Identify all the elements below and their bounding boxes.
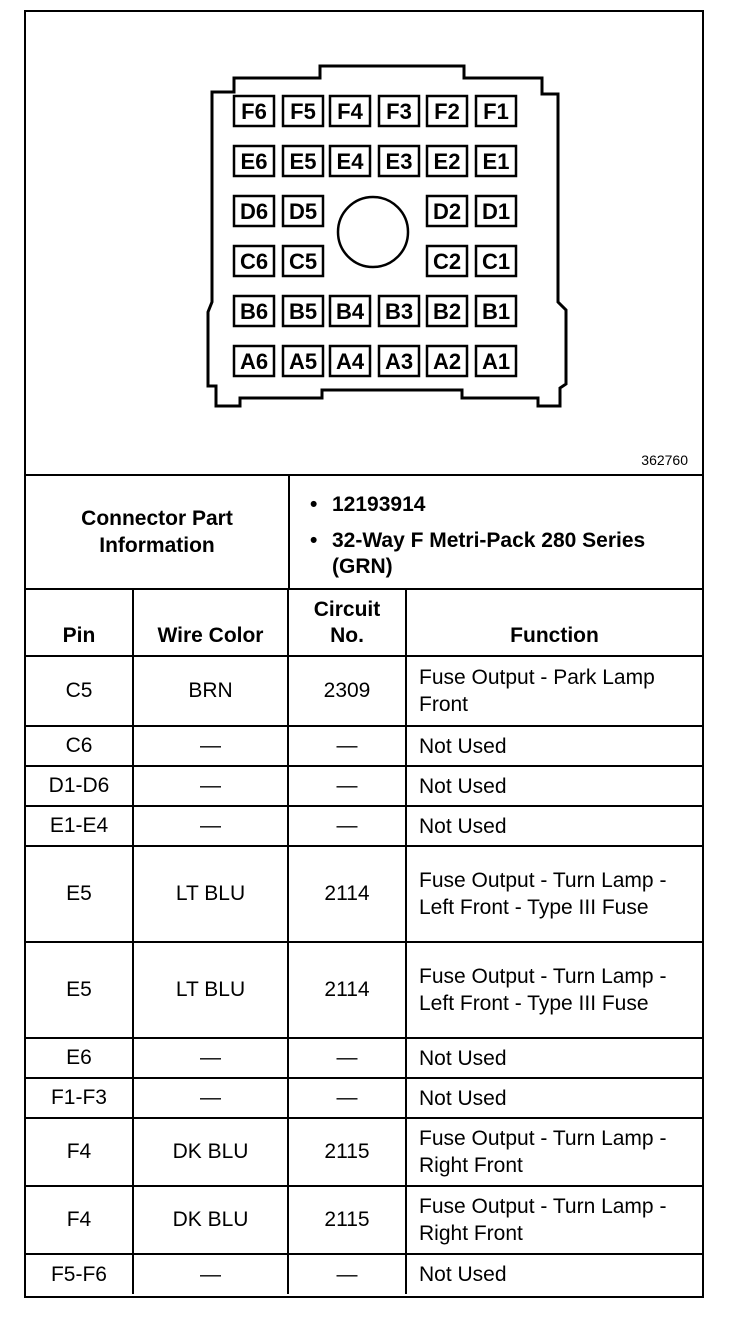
table-row xyxy=(26,1186,702,1254)
function-cell-text: Fuse Output - Turn Lamp - Left Front - Type III Fuse xyxy=(419,965,667,1015)
pin-label-b2: B2 xyxy=(432,299,462,324)
circuit-cell-text: 2309 xyxy=(323,679,371,702)
wire-color-cell-text: BRN xyxy=(188,679,233,702)
wire-color-cell-text: — xyxy=(200,1046,221,1069)
function-cell-text: Fuse Output - Turn Lamp - Left Front - Type III Fuse xyxy=(419,869,667,919)
pin-cell xyxy=(26,806,133,846)
pin-cell-text: F4 xyxy=(66,1208,92,1231)
function-cell xyxy=(406,1118,702,1186)
circuit-cell xyxy=(288,1186,406,1254)
pin-cell-text: F5-F6 xyxy=(50,1262,107,1286)
pin-label-c2: C2 xyxy=(432,249,462,274)
pin-label-f3: F3 xyxy=(386,99,412,124)
pin-label-c6: C6 xyxy=(239,249,269,274)
pin-label-d6: D6 xyxy=(239,199,269,224)
circuit-cell xyxy=(288,846,406,942)
circuit-cell xyxy=(288,1078,406,1118)
pin-cell xyxy=(26,1078,133,1118)
pin-label-f5: F5 xyxy=(290,99,316,124)
pin-cell-text: E5 xyxy=(66,978,92,1001)
function-cell-text: Not Used xyxy=(419,734,507,758)
wire-color-cell-text: DK BLU xyxy=(172,1208,249,1231)
header-function: Function xyxy=(406,590,702,656)
connector-info-values xyxy=(290,476,700,588)
pin-label-e5: E5 xyxy=(289,149,317,174)
pin-cell-text: D1-D6 xyxy=(48,774,110,797)
pin-cell xyxy=(26,846,133,942)
wire-color-cell-text: — xyxy=(200,774,221,797)
header-circuit-no: Circuit No. xyxy=(288,590,406,656)
circuit-cell-text: 2115 xyxy=(324,1208,370,1231)
pin-label-c1: C1 xyxy=(481,249,511,274)
table-row xyxy=(26,806,702,846)
pin-cell xyxy=(26,1038,133,1078)
table-row xyxy=(26,1254,702,1294)
circuit-cell xyxy=(288,806,406,846)
pin-cell-text: C6 xyxy=(65,734,93,757)
pin-cell-text: E5 xyxy=(66,882,92,905)
circuit-cell-text: 2114 xyxy=(324,882,370,905)
function-cell xyxy=(406,1186,702,1254)
function-cell xyxy=(406,806,702,846)
wire-color-cell xyxy=(133,806,288,846)
table-row xyxy=(26,846,702,942)
function-cell xyxy=(406,656,702,726)
function-cell-text: Not Used xyxy=(419,1046,507,1070)
function-cell xyxy=(406,1254,702,1294)
wire-color-cell xyxy=(133,1078,288,1118)
wire-color-cell xyxy=(133,1038,288,1078)
circuit-cell xyxy=(288,766,406,806)
pin-cell-text: F4 xyxy=(66,1140,92,1163)
pin-label-b6: B6 xyxy=(239,299,269,324)
table-row xyxy=(26,1078,702,1118)
pin-label-e2: E2 xyxy=(433,149,461,174)
pin-label-b3: B3 xyxy=(384,299,414,324)
pin-label-a4: A4 xyxy=(335,349,365,374)
pin-label-a5: A5 xyxy=(288,349,318,374)
table-row xyxy=(26,942,702,1038)
function-cell-text: Not Used xyxy=(419,774,507,798)
wire-color-cell xyxy=(133,656,288,726)
circuit-cell xyxy=(288,1254,406,1294)
pin-label-f4: F4 xyxy=(337,99,363,124)
circuit-cell xyxy=(288,942,406,1038)
circuit-cell xyxy=(288,1118,406,1186)
wire-color-cell xyxy=(133,1254,288,1294)
circuit-cell xyxy=(288,726,406,766)
wire-color-cell-text: — xyxy=(200,1086,221,1109)
circuit-cell xyxy=(288,656,406,726)
pin-label-f1: F1 xyxy=(483,99,509,124)
wire-color-cell xyxy=(133,1118,288,1186)
connector-info-section xyxy=(26,476,702,590)
function-cell-text: Fuse Output - Turn Lamp - Right Front xyxy=(419,1195,667,1245)
function-cell xyxy=(406,726,702,766)
figure-number: 362760 xyxy=(641,452,688,468)
pin-label-e6: E6 xyxy=(240,149,268,174)
circuit-cell xyxy=(288,1038,406,1078)
header-pin: Pin xyxy=(26,590,133,656)
circuit-cell-text: 2115 xyxy=(324,1140,370,1163)
pin-cell-text: C5 xyxy=(65,679,93,702)
pin-table xyxy=(26,590,702,1294)
pin-label-d1: D1 xyxy=(481,199,511,224)
pin-cell xyxy=(26,1118,133,1186)
pin-cell xyxy=(26,1254,133,1294)
pin-label-d5: D5 xyxy=(288,199,318,224)
pin-cell xyxy=(26,726,133,766)
wire-color-cell xyxy=(133,1186,288,1254)
connector-sheet xyxy=(24,10,704,1298)
wire-color-cell-text: LT BLU xyxy=(175,978,246,1001)
function-cell-text: Not Used xyxy=(419,1263,507,1286)
pin-cell xyxy=(26,1186,133,1254)
pin-cell xyxy=(26,942,133,1038)
connector-info-label: Connector Part Information xyxy=(81,507,233,557)
pin-cell-text: F1-F3 xyxy=(50,1086,107,1109)
wire-color-cell xyxy=(133,846,288,942)
pin-label-a1: A1 xyxy=(481,349,511,374)
function-cell xyxy=(406,1038,702,1078)
pin-label-d2: D2 xyxy=(432,199,462,224)
pin-label-b5: B5 xyxy=(288,299,318,324)
part-number: • 12193914 xyxy=(332,492,672,518)
circuit-cell-text: 2114 xyxy=(324,978,370,1001)
pin-label-a3: A3 xyxy=(384,349,414,374)
pin-label-f6: F6 xyxy=(241,99,267,124)
pin-table-header xyxy=(26,590,702,656)
function-cell-text: Not Used xyxy=(419,1086,507,1110)
pin-cell xyxy=(26,656,133,726)
pin-label-c5: C5 xyxy=(288,249,318,274)
connector-description: • 32-Way F Metri-Pack 280 Series (GRN) xyxy=(332,528,662,580)
pin-label-a2: A2 xyxy=(432,349,462,374)
wire-color-cell xyxy=(133,726,288,766)
circuit-cell-text: — xyxy=(336,1086,358,1109)
function-cell xyxy=(406,846,702,942)
function-cell-text: Not Used xyxy=(419,814,507,838)
pin-label-e4: E4 xyxy=(336,149,364,174)
pin-label-a6: A6 xyxy=(239,349,269,374)
pin-cell-text: E6 xyxy=(66,1046,92,1069)
pin-label-b1: B1 xyxy=(481,299,511,324)
circuit-cell-text: — xyxy=(336,1046,358,1069)
wire-color-cell-text: — xyxy=(200,1262,221,1286)
header-wire-color: Wire Color xyxy=(133,590,288,656)
wire-color-cell xyxy=(133,942,288,1038)
table-row xyxy=(26,1038,702,1078)
pin-cell xyxy=(26,766,133,806)
connector-info-label-cell xyxy=(26,476,290,588)
wire-color-cell-text: — xyxy=(200,734,221,757)
function-cell xyxy=(406,766,702,806)
function-cell xyxy=(406,942,702,1038)
table-row xyxy=(26,1118,702,1186)
function-cell xyxy=(406,1078,702,1118)
pin-label-b4: B4 xyxy=(335,299,365,324)
function-cell-text: Fuse Output - Turn Lamp - Right Front xyxy=(419,1127,667,1177)
pin-cell-text: E1-E4 xyxy=(49,814,109,837)
pin-label-e1: E1 xyxy=(482,149,510,174)
circuit-cell-text: — xyxy=(336,734,358,757)
table-row xyxy=(26,656,702,726)
pin-label-e3: E3 xyxy=(385,149,413,174)
table-row xyxy=(26,726,702,766)
connector-face-diagram xyxy=(26,12,702,476)
circuit-cell-text: — xyxy=(336,814,358,837)
wire-color-cell-text: DK BLU xyxy=(172,1140,249,1163)
circuit-cell-text: — xyxy=(336,774,358,797)
wire-color-cell xyxy=(133,766,288,806)
wire-color-cell-text: — xyxy=(200,814,221,837)
connector-outline xyxy=(26,12,702,474)
circuit-cell-text: — xyxy=(336,1262,358,1286)
function-cell-text: Fuse Output - Park Lamp Front xyxy=(419,666,655,716)
table-row xyxy=(26,766,702,806)
wire-color-cell-text: LT BLU xyxy=(175,882,246,905)
pin-label-f2: F2 xyxy=(434,99,460,124)
